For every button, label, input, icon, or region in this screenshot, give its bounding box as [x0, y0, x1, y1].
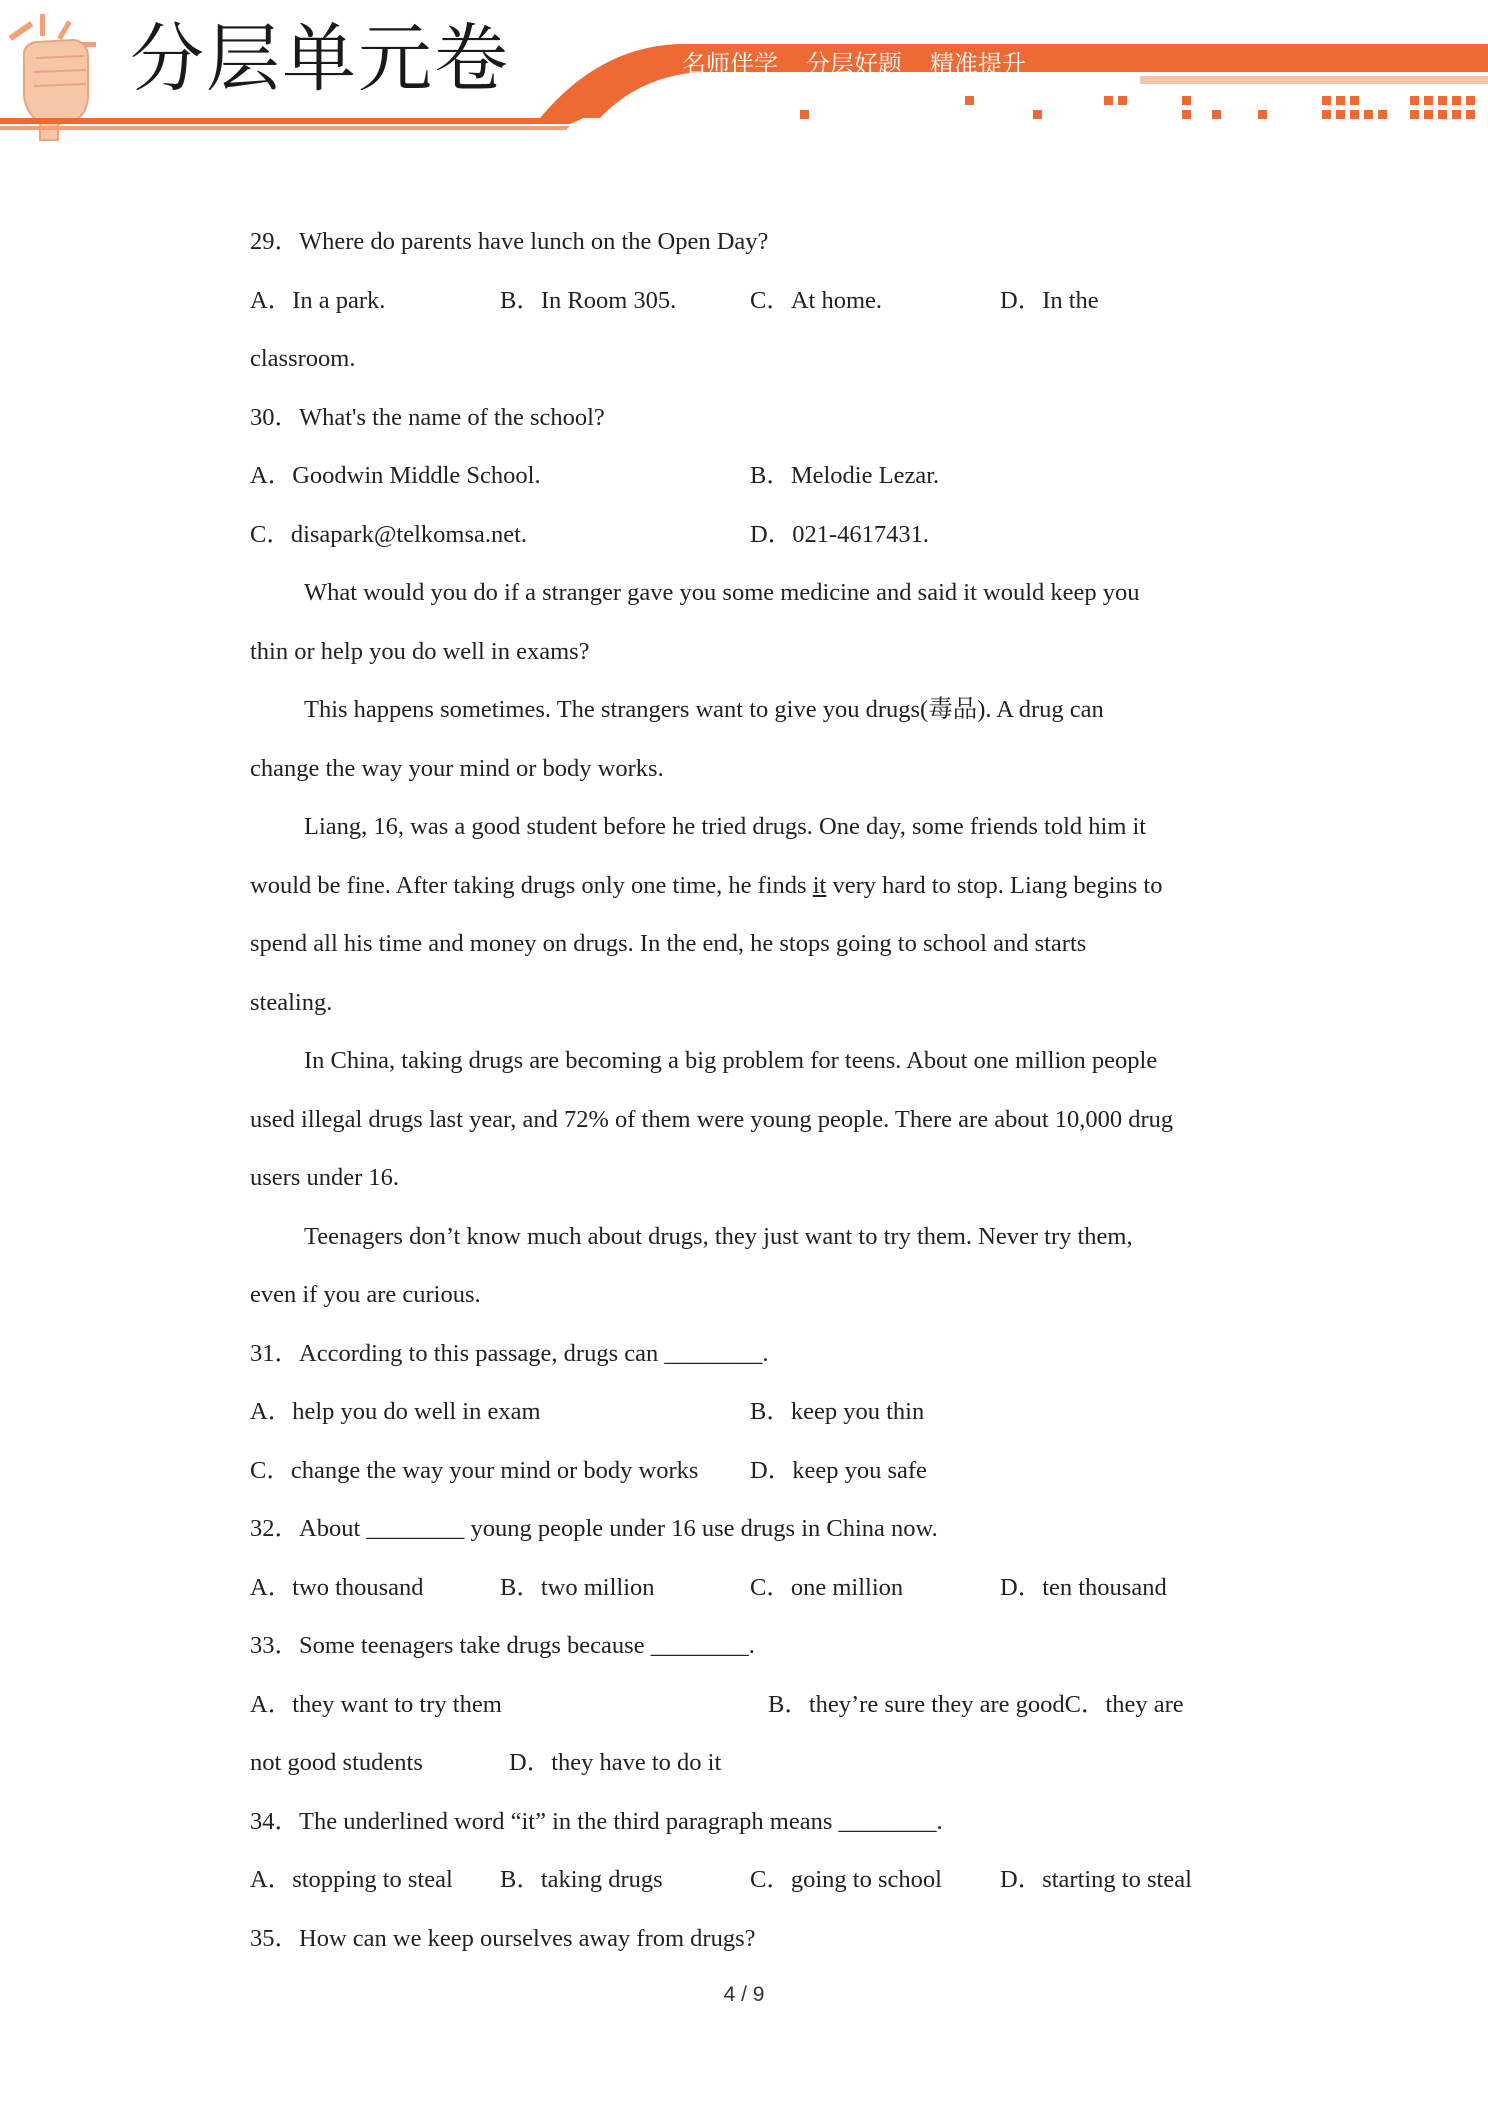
option-bc — [768, 1685, 1184, 1744]
passage-line: change the way your mind or body works. — [250, 754, 664, 782]
option-d: D．keep you safe — [750, 1456, 927, 1484]
question-34-options — [250, 1860, 1250, 1919]
question-33-options-row1 — [250, 1685, 1250, 1744]
question-30-stem: 30．What's the name of the school? — [250, 403, 605, 431]
option-c: C．they are — [1064, 1690, 1184, 1718]
option-c: C．change the way your mind or body works — [250, 1456, 699, 1484]
question-29-options — [250, 281, 1250, 340]
slogan-3: 精准提升 — [930, 50, 1026, 78]
passage-line: spend all his time and money on drugs. In the end, he stops going to school and starts — [250, 930, 1087, 957]
question-34-stem: 34．The underlined word “it” in the third paragraph means ________. — [250, 1807, 943, 1835]
passage-text: very hard to stop. Liang begins to — [826, 871, 1163, 899]
question-31-options-row2 — [250, 1451, 1250, 1510]
option-a: A．help you do well in exam — [250, 1398, 541, 1425]
brand-title: 分层单元卷 — [130, 16, 510, 102]
option-d: D．In the — [1000, 286, 1099, 314]
option-c: C．one million — [750, 1573, 904, 1601]
passage-line: Teenagers don’t know much about drugs, they just want to try them. Never try them, — [304, 1222, 1133, 1250]
question-31-stem: 31．According to this passage, drugs can ________. — [250, 1339, 769, 1367]
option-c-continued: not good students — [250, 1749, 423, 1776]
option-c: C．going to school — [750, 1866, 942, 1893]
option-b: B．Melodie Lezar. — [750, 462, 940, 489]
document-body — [250, 222, 1250, 1977]
passage-line: used illegal drugs last year, and 72% of them were young people. There are about 10,000 drug — [250, 1105, 1174, 1133]
option-b: B．keep you thin — [750, 1398, 925, 1425]
option-a: A．stopping to steal — [250, 1866, 453, 1893]
option-c: C．disapark@telkomsa.net. — [250, 520, 528, 548]
page-number: 4 / 9 — [723, 1983, 765, 2006]
passage-line: In China, taking drugs are becoming a big problem for teens. About one million people — [304, 1047, 1158, 1074]
option-b: B．In Room 305. — [500, 286, 677, 314]
option-d-continued: classroom. — [250, 345, 356, 372]
slogan-2: 分层好题 — [806, 50, 902, 78]
passage-line: thin or help you do well in exams? — [250, 637, 590, 665]
passage-line — [250, 866, 1250, 925]
question-33-options-row2 — [250, 1743, 1250, 1802]
passage-line: This happens sometimes. The strangers want to give you drugs(毒品). A drug can — [304, 696, 1104, 723]
option-a: A．they want to try them — [250, 1690, 502, 1718]
option-a: A．In a park. — [250, 286, 386, 314]
underlined-word: it — [812, 871, 827, 899]
option-b: B．they’re sure they are good — [768, 1690, 1065, 1718]
passage-line: stealing. — [250, 988, 333, 1016]
question-33-stem: 33．Some teenagers take drugs because ________. — [250, 1632, 755, 1659]
passage-line: What would you do if a stranger gave you some medicine and said it would keep you — [304, 579, 1140, 606]
option-d: D．they have to do it — [509, 1749, 722, 1776]
passage-line: even if you are curious. — [250, 1281, 481, 1308]
option-d: D．starting to steal — [1000, 1866, 1192, 1893]
question-30-options-row2 — [250, 515, 1250, 574]
page-header — [0, 0, 1488, 150]
option-a: A．two thousand — [250, 1573, 424, 1601]
passage-line: Liang, 16, was a good student before he tried drugs. One day, some friends told him it — [304, 813, 1147, 840]
decorative-squares — [800, 96, 1475, 119]
option-a: A．Goodwin Middle School. — [250, 462, 541, 489]
passage-text: would be fine. After taking drugs only one time, he finds — [250, 871, 813, 899]
question-35-stem: 35．How can we keep ourselves away from drugs? — [250, 1924, 756, 1952]
option-d: D．ten thousand — [1000, 1573, 1167, 1601]
passage-line: users under 16. — [250, 1164, 400, 1191]
option-b: B．taking drugs — [500, 1866, 663, 1893]
question-32-options — [250, 1568, 1250, 1627]
question-32-stem: 32．About ________ young people under 16 use drugs in China now. — [250, 1515, 938, 1542]
question-31-options-row1 — [250, 1392, 1250, 1451]
header-slogan — [682, 44, 1142, 79]
question-30-options-row1 — [250, 456, 1250, 515]
slogan-1: 名师伴学 — [682, 50, 778, 78]
option-c: C．At home. — [750, 286, 883, 314]
question-29-stem: 29．Where do parents have lunch on the Open Day? — [250, 228, 769, 255]
option-b: B．two million — [500, 1573, 655, 1601]
option-d: D．021-4617431. — [750, 520, 929, 548]
